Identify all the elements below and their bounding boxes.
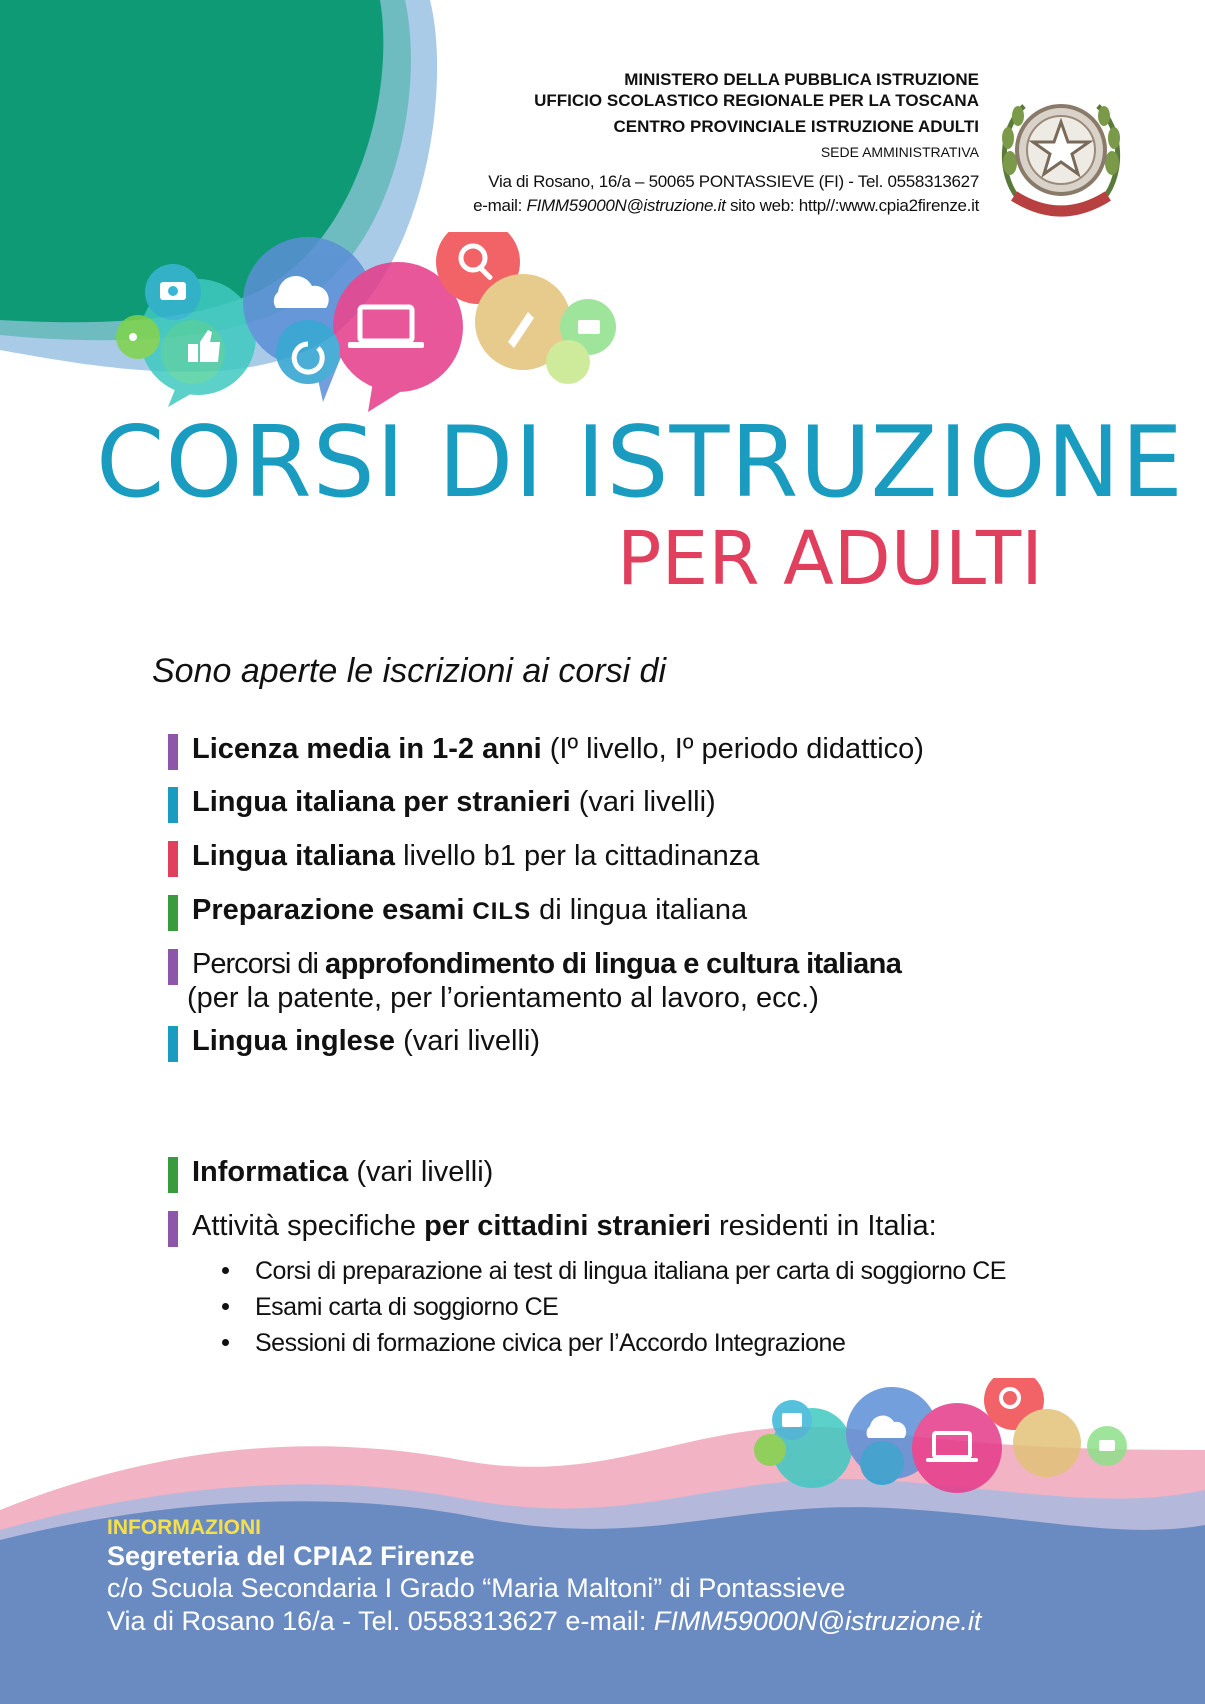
bullet-item <box>222 1293 558 1322</box>
course-bar <box>168 895 178 931</box>
course-detail: (vari livelli) <box>570 786 716 818</box>
course-title: per cittadini stranieri <box>424 1210 711 1242</box>
center-name-line: CENTRO PROVINCIALE ISTRUZIONE ADULTI <box>613 117 979 136</box>
footer-contacts <box>107 1606 981 1637</box>
course-detail: (Iº livello, Iº periodo didattico) <box>541 733 924 765</box>
header-web[interactable]: sito web: http//:www.cpia2firenze.it <box>725 196 979 215</box>
course-title: Lingua italiana <box>192 840 396 872</box>
header-contacts <box>473 196 979 216</box>
course-bar <box>168 949 178 985</box>
bullet-text: Corsi di preparazione ai test di lingua italiana per carta di soggiorno CE <box>255 1257 1006 1285</box>
course-title: Lingua italiana per stranieri <box>192 786 571 818</box>
course-bar <box>168 734 178 770</box>
bullet-item <box>222 1329 845 1358</box>
intro-text: Sono aperte le iscrizioni ai corsi di <box>152 652 667 690</box>
social-bubbles-illustration <box>108 232 618 412</box>
info-label: INFORMAZIONI <box>107 1516 261 1539</box>
regional-office-line: UFFICIO SCOLASTICO REGIONALE PER LA TOSCANA <box>534 91 979 110</box>
course-bar <box>168 1026 178 1062</box>
bullet-dot <box>222 1303 229 1310</box>
email-label: e-mail: <box>473 196 527 215</box>
course-prefix: Attività specifiche <box>192 1210 425 1242</box>
course-prefix: Percorsi di <box>192 948 326 980</box>
course-title: Informatica <box>192 1156 349 1188</box>
header-email[interactable]: FIMM59000N@istruzione.it <box>526 196 726 215</box>
bullet-dot <box>222 1267 229 1274</box>
course-bar <box>168 787 178 823</box>
republic-emblem-icon <box>996 78 1126 226</box>
course-bar <box>168 841 178 877</box>
main-title: CORSI DI ISTRUZIONE <box>96 406 1184 520</box>
office-name: Segreteria del CPIA2 Firenze <box>107 1541 475 1571</box>
footer-bubbles-illustration <box>752 1378 1132 1508</box>
cils-label: CILS <box>472 898 532 925</box>
bullet-text: Esami carta di soggiorno CE <box>255 1293 559 1321</box>
bullet-text: Sessioni di formazione civica per l’Accordo Integrazione <box>255 1329 846 1357</box>
course-detail: (vari livelli) <box>348 1156 494 1188</box>
ministry-line: MINISTERO DELLA PUBBLICA ISTRUZIONE <box>624 70 979 89</box>
school-address: c/o Scuola Secondaria I Grado “Maria Maltoni” di Pontassieve <box>107 1573 846 1603</box>
course-bar <box>168 1211 178 1247</box>
course-title: Licenza media in 1-2 anni <box>192 733 542 765</box>
footer-contact-text: Via di Rosano 16/a - Tel. 0558313627 e-mail: <box>107 1606 654 1636</box>
course-title: Lingua inglese <box>192 1025 396 1057</box>
course-title: approfondimento di lingua e cultura italiana <box>325 948 902 980</box>
sub-title: PER ADULTI <box>616 516 1043 602</box>
header-address: Via di Rosano, 16/a – 50065 PONTASSIEVE (FI) - Tel. 0558313627 <box>488 172 979 191</box>
footer-email[interactable]: FIMM59000N@istruzione.it <box>653 1606 982 1636</box>
bullet-item <box>222 1257 1006 1286</box>
course-detail: (vari livelli) <box>395 1025 541 1057</box>
course-detail: residenti in Italia: <box>710 1210 937 1242</box>
admin-office-line: SEDE AMMINISTRATIVA <box>820 144 979 160</box>
bullet-dot <box>222 1339 229 1346</box>
course-detail: livello b1 per la cittadinanza <box>395 840 760 872</box>
course-detail: di lingua italiana <box>539 894 748 926</box>
course-detail: (per la patente, per l’orientamento al lavoro, ecc.) <box>187 982 819 1014</box>
course-title: Preparazione esami <box>192 894 465 926</box>
course-bar <box>168 1157 178 1193</box>
